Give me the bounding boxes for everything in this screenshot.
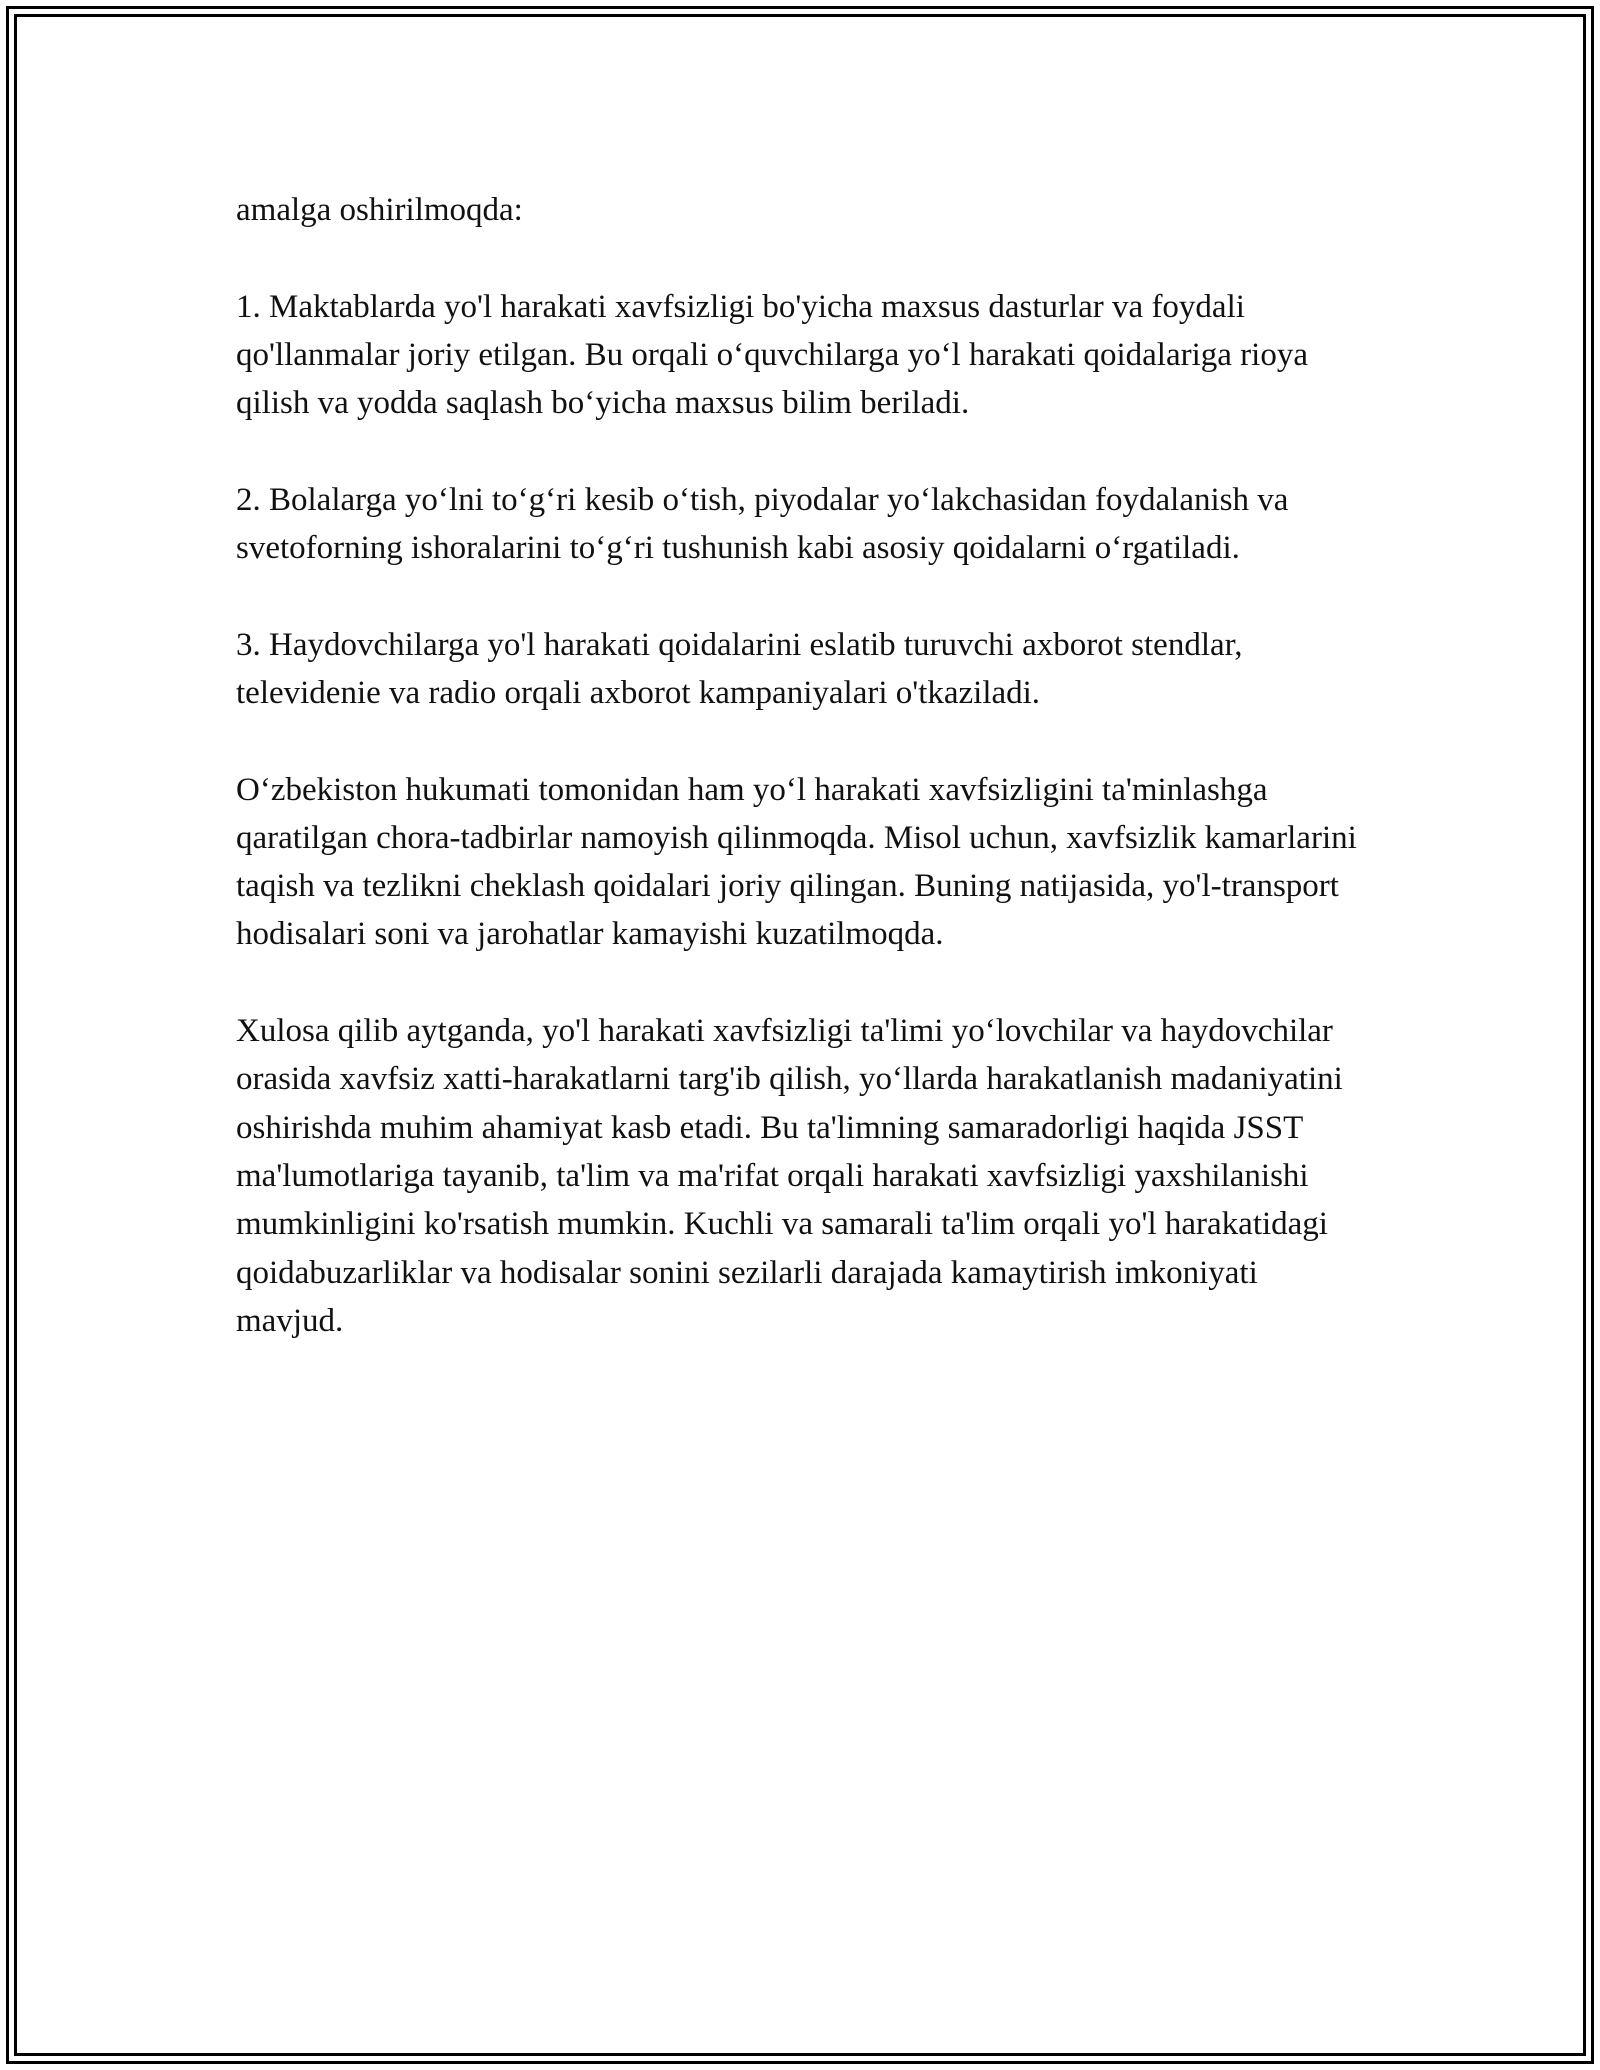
paragraph-item-2: 2. Bolalarga yo‘lni to‘g‘ri kesib o‘tish, piyodalar yo‘lakchasidan foydalanish va svetoforning ishoralarini to‘g‘ri tushunish kabi asosiy qoidalarni o‘rgatiladi. [236, 481, 1289, 567]
paragraph-item-3: 3. Haydovchilarga yo'l harakati qoidalarini eslatib turuvchi axborot stendlar, televidenie va radio orqali axborot kampaniyalari o'tkaziladi. [236, 626, 1243, 711]
paragraph-conclusion: Xulosa qilib aytganda, yo'l harakati xavfsizligi ta'limi yo‘lovchilar va haydovchilar orasida xavfsiz xatti-harakatlarni targ'ib qilish, yo‘llarda harakatlanish madaniyatini oshirishda muhim ahamiyat kasb etadi. Bu ta'limning samaradorligi haqida JSST ma'lumotlariga tayanib, ta'lim va ma'rifat orqali harakati xavfsizligi yaxshilanishi mumkinligini ko'rsatish mumkin. Kuchli va samarali ta'lim orqali yo'l harakatidagi qoidabuzarliklar va hodisalar sonini sezilarli darajada kamaytirish imkoniyati mavjud. [236, 1013, 1343, 1339]
paragraph-item-1: 1. Maktablarda yo'l harakati xavfsizligi bo'yicha maxsus dasturlar va foydali qo'llanmalar joriy etilgan. Bu orqali o‘quvchilarga yo‘l harakati qoidalariga rioya qilish va yodda saqlash bo‘yicha maxsus bilim beriladi. [236, 288, 1308, 422]
paragraph-continuation: amalga oshirilmoqda: [236, 192, 523, 228]
paragraph-government: O‘zbekiston hukumati tomonidan ham yo‘l harakati xavfsizligini ta'minlashga qaratilgan chora-tadbirlar namoyish qilinmoqda. Misol uchun, xavfsizlik kamarlarini taqish va tezlikni cheklash qoidalari joriy qilingan. Buning natijasida, yo'l-transport hodisalari soni va jarohatlar kamayishi kuzatilmoqda. [236, 771, 1357, 953]
document-body [236, 186, 1366, 1393]
